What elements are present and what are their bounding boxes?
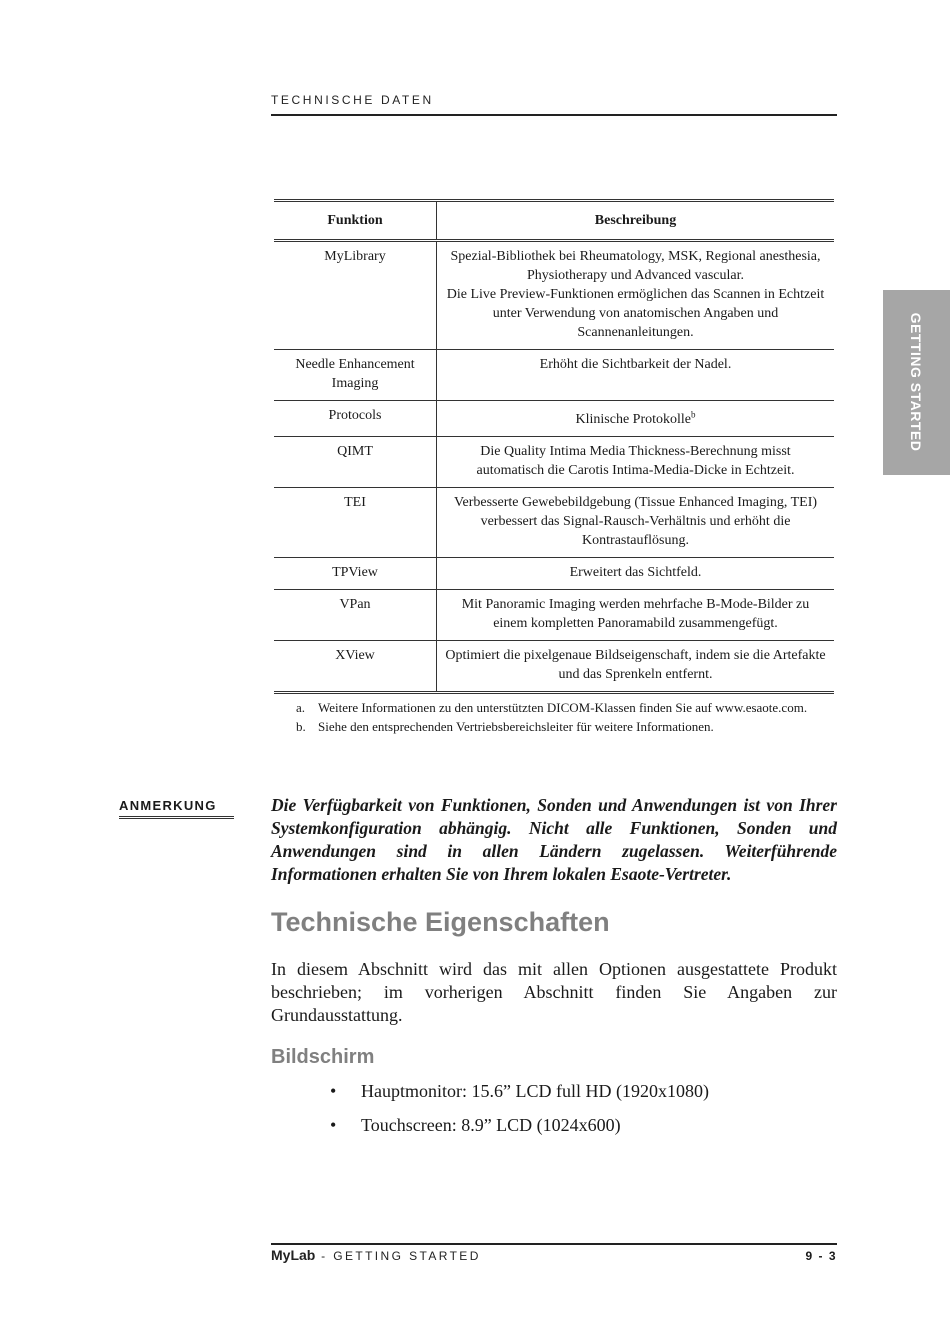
spec-table [274,199,834,694]
row-function: XView [274,641,437,693]
table-row [274,488,834,558]
footer-rule [271,1243,837,1245]
row-function: MyLibrary [274,241,437,350]
footnote-mark: b. [296,719,306,734]
row-function: TEI [274,488,437,558]
side-tab [883,290,950,475]
footer-label [271,1247,481,1263]
list-item [330,1080,830,1114]
page-number: 9 - 3 [805,1249,837,1263]
column-header-function: Funktion [274,201,437,241]
list-item-text: Touchscreen: 8.9” LCD (1024x600) [361,1115,621,1135]
section-title: Technische Eigenschaften [271,907,610,937]
table-row [274,641,834,693]
row-description [437,241,835,350]
row-description-text: Klinische Protokolle [575,412,691,427]
footnote-text: Weitere Informationen zu den unterstützten DICOM-Klassen finden Sie auf www.esaote.com. [318,700,808,715]
row-description: Erhöht die Sichtbarkeit der Nadel. [437,350,835,401]
section-paragraph: In diesem Abschnitt wird das mit allen Optionen ausgestattete Produkt beschrieben; im vorherigen Abschnitt finden Sie Angaben zur Grundausstattung. [271,959,837,1025]
row-description: Erweitert das Sichtfeld. [437,558,835,590]
row-description: Die Quality Intima Media Thickness-Berechnung misst automatisch die Carotis Intima-Media-Dicke in Echtzeit. [437,437,835,488]
footnote [296,698,826,717]
bullet-marker: • [330,1115,337,1135]
table-row [274,401,834,437]
page-header-title: TECHNISCHE DATEN [271,93,434,107]
row-function: Needle Enhancement Imaging [274,350,437,401]
footnote-mark: a. [296,700,306,715]
footer-brand: MyLab [271,1247,316,1263]
table-row [274,437,834,488]
note-label: ANMERKUNG [119,798,234,819]
table-footnotes [296,698,826,736]
feature-table [274,199,834,694]
row-description-line: Die Live Preview-Funktionen ermöglichen das Scannen in Echtzeit unter Verwendung von anatomischen Angaben und Scannenanleitungen. [446,287,825,340]
footnote-text: Siehe den entsprechenden Vertriebsbereichsleiter für weitere Informationen. [318,719,714,734]
table-row [274,241,834,350]
column-header-description: Beschreibung [437,201,835,241]
subsection-title: Bildschirm [271,1046,375,1068]
row-function: QIMT [274,437,437,488]
row-function: Protocols [274,401,437,437]
list-item [330,1114,830,1148]
bullet-marker: • [330,1081,337,1101]
footer-doc-title: - GETTING STARTED [315,1249,481,1263]
display-spec-list [330,1080,830,1148]
row-description: Mit Panoramic Imaging werden mehrfache B-Mode-Bilder zu einem kompletten Panoramabild zusammengefügt. [437,590,835,641]
table-row [274,590,834,641]
row-function: VPan [274,590,437,641]
row-function: TPView [274,558,437,590]
footnote-ref: b [691,409,696,420]
row-description: Verbesserte Gewebebildgebung (Tissue Enhanced Imaging, TEI) verbessert das Signal-Rausch-Verhältnis und erhöht die Kontrastauflösung. [437,488,835,558]
row-description-line: Spezial-Bibliothek bei Rheumatology, MSK, Regional anesthesia, Physiotherapy und Advanced vascular. [450,249,821,283]
table-header-row [274,201,834,241]
side-tab-label: GETTING STARTED [908,312,924,452]
note-text: Die Verfügbarkeit von Funktionen, Sonden und Anwendungen ist von Ihrer Systemkonfiguration abhängig. Nicht alle Funktionen, Sonden und Anwendungen sind in allen Ländern zugelassen. Weiterführende Informationen erhalten Sie von Ihrem lokalen Esaote-Vertreter. [271,795,837,884]
header-rule [271,114,837,116]
row-description [437,401,835,437]
table-row [274,558,834,590]
list-item-text: Hauptmonitor: 15.6” LCD full HD (1920x1080) [361,1081,709,1101]
row-description: Optimiert die pixelgenaue Bildseigenschaft, indem sie die Artefakte und das Sprenkeln entfernt. [437,641,835,693]
table-row [274,350,834,401]
footnote [296,717,826,736]
